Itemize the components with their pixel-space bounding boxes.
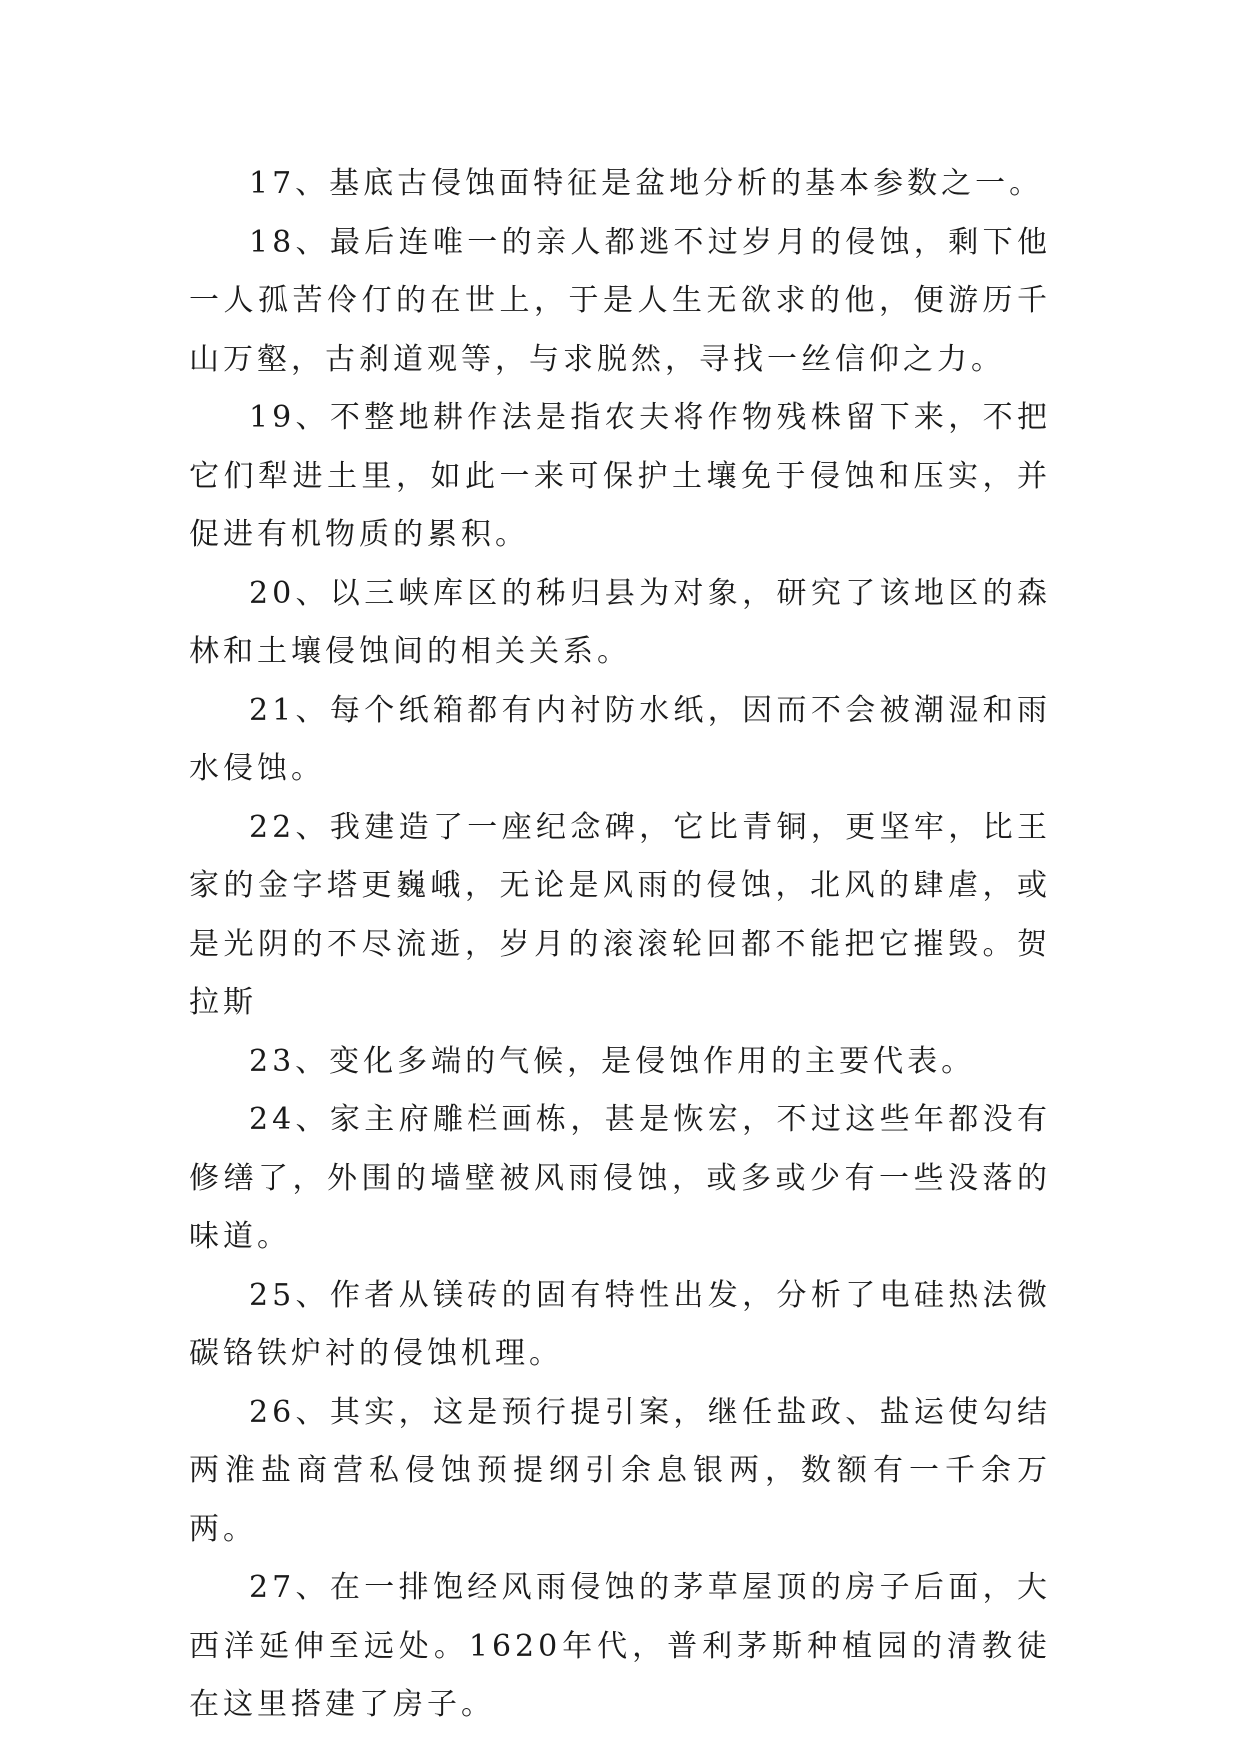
- sentence-21: 21、每个纸箱都有内衬防水纸，因而不会被潮湿和雨水侵蚀。: [189, 692, 1051, 786]
- sentence-24: 24、家主府雕栏画栋，甚是恢宏，不过这些年都没有修缮了，外围的墙壁被风雨侵蚀，或多或少有一些没落的味道。: [189, 1102, 1051, 1254]
- sentence-25: 25、作者从镁砖的固有特性出发，分析了电硅热法微碳铬铁炉衬的侵蚀机理。: [189, 1277, 1051, 1371]
- sentence-18: 18、最后连唯一的亲人都逃不过岁月的侵蚀，剩下他一人孤苦伶仃的在世上，于是人生无欲求的他，便游历千山万壑，古刹道观等，与求脱然，寻找一丝信仰之力。: [189, 224, 1051, 377]
- sentence-26: 26、其实，这是预行提引案，继任盐政、盐运使勾结两淮盐商营私侵蚀预提纲引余息银两，数额有一千余万两。: [189, 1394, 1051, 1547]
- sentence-22: 22、我建造了一座纪念碑，它比青铜，更坚牢，比王家的金字塔更巍峨，无论是风雨的侵蚀，北风的肆虐，或是光阴的不尽流逝，岁月的滚滚轮回都不能把它摧毁。贺拉斯: [189, 809, 1051, 1020]
- sentence-19: 19、不整地耕作法是指农夫将作物残株留下来，不把它们犁进土里，如此一来可保护土壤免于侵蚀和压实，并促进有机物质的累积。: [189, 400, 1051, 552]
- document-body: [189, 155, 1051, 1735]
- sentence-23: 23、变化多端的气候，是侵蚀作用的主要代表。: [249, 1043, 976, 1079]
- sentence-20: 20、以三峡库区的秭归县为对象，研究了该地区的森林和土壤侵蚀间的相关关系。: [189, 575, 1051, 669]
- sentence-17: 17、基底古侵蚀面特征是盆地分析的基本参数之一。: [249, 166, 1044, 201]
- sentence-27: 27、在一排饱经风雨侵蚀的茅草屋顶的房子后面，大西洋延伸至远处。1620年代，普利茅斯种植园的清教徒在这里搭建了房子。: [189, 1570, 1051, 1722]
